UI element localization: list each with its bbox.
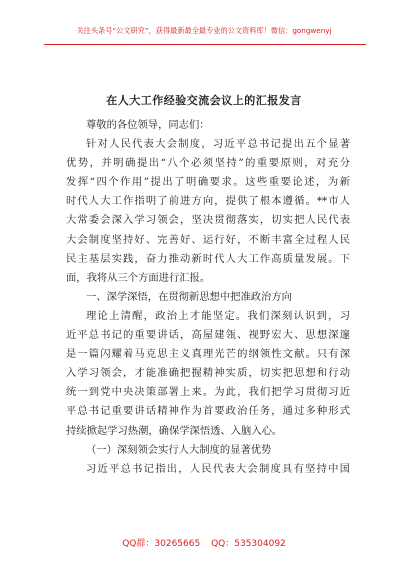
document-line-text: 针对人民代表大会制度，习近平总书记提出五个显著 xyxy=(86,138,350,151)
header-divider xyxy=(44,44,366,45)
header-banner: 关注头条号“公文研究”，获得最新最全最专业的公文资料库！微信：gongwenyj xyxy=(76,26,332,35)
document-line-text: 面，我将从三个方面进行汇报。 xyxy=(66,271,211,284)
document-line xyxy=(66,211,350,230)
document-line xyxy=(66,250,350,269)
footer-qq-group: QQ群：30265665 xyxy=(122,539,201,549)
document-line xyxy=(66,326,350,345)
document-line-text: 持续掀起学习热潮，确保学深悟透、入脑入心。 xyxy=(66,424,283,437)
document-line xyxy=(66,154,350,173)
document-line-text: 尊敬的各位领导，同志们： xyxy=(86,119,210,131)
document-line xyxy=(66,383,350,402)
document-line-text: 大会制度坚持好、完善好、运行好，不断丰富全过程人民 xyxy=(66,233,350,246)
document-line xyxy=(66,288,350,307)
document-line-text: 一、深学深悟，在贯彻新思想中把准政治方向 xyxy=(86,290,292,303)
document-line-text: 大常委会深入学习领会，坚决贯彻落实，切实把人民代表 xyxy=(66,214,350,227)
document-line-text: 民主基层实践，奋力推动新时代人大工作高质量发展。下 xyxy=(66,252,350,265)
document-line xyxy=(66,135,350,154)
document-line-text: 发挥“四个作用”提出了明确要求。这些重要论述，为新 xyxy=(66,176,350,189)
document-line-text: 优势，并明确提出“八个必须坚持”的重要原则，对充分 xyxy=(66,157,350,170)
document-line-text: 入学习领会，才能准确把握精神实质，切实把思想和行动 xyxy=(66,367,350,380)
document-line-text: （一）深刻领会实行人大制度的显著优势 xyxy=(86,443,272,456)
document-line-text: 理论上清醒，政治上才能坚定。我们深刻认识到，习 xyxy=(86,309,350,322)
document-line-text: 是一篇闪耀着马克思主义真理光芒的纲领性文献。只有深 xyxy=(66,348,350,361)
document-line xyxy=(66,269,350,288)
document-line xyxy=(66,422,350,441)
document-line xyxy=(66,116,350,135)
document-line xyxy=(66,307,350,326)
document-line xyxy=(66,441,350,460)
document-line xyxy=(66,364,350,383)
document-body xyxy=(66,116,350,479)
document-line xyxy=(66,402,350,421)
document-line-text: 近平总书记的重要讲话，高屋建瓴、视野宏大、思想深邃 xyxy=(66,329,350,342)
footer-contact xyxy=(0,536,408,549)
document-line xyxy=(66,173,350,192)
document-line-text: 习近平总书记指出，人民代表大会制度具有坚持中国 xyxy=(86,462,350,475)
footer-qq-number: QQ：535304092 xyxy=(211,539,286,549)
document-line xyxy=(66,231,350,250)
document-line xyxy=(66,460,350,479)
document-title: 在人大工作经验交流会议上的汇报发言 xyxy=(106,94,302,107)
document-line xyxy=(66,192,350,211)
document-line-text: 平总书记重要讲话精神作为首要政治任务，通过多种形式 xyxy=(66,405,350,418)
document-line-text: 统一到党中央决策部署上来。为此，我们把学习贯彻习近 xyxy=(66,386,350,399)
document-line xyxy=(66,345,350,364)
document-line-text: 时代人大工作指明了前进方向，提供了根本遵循。**市人 xyxy=(66,195,350,208)
